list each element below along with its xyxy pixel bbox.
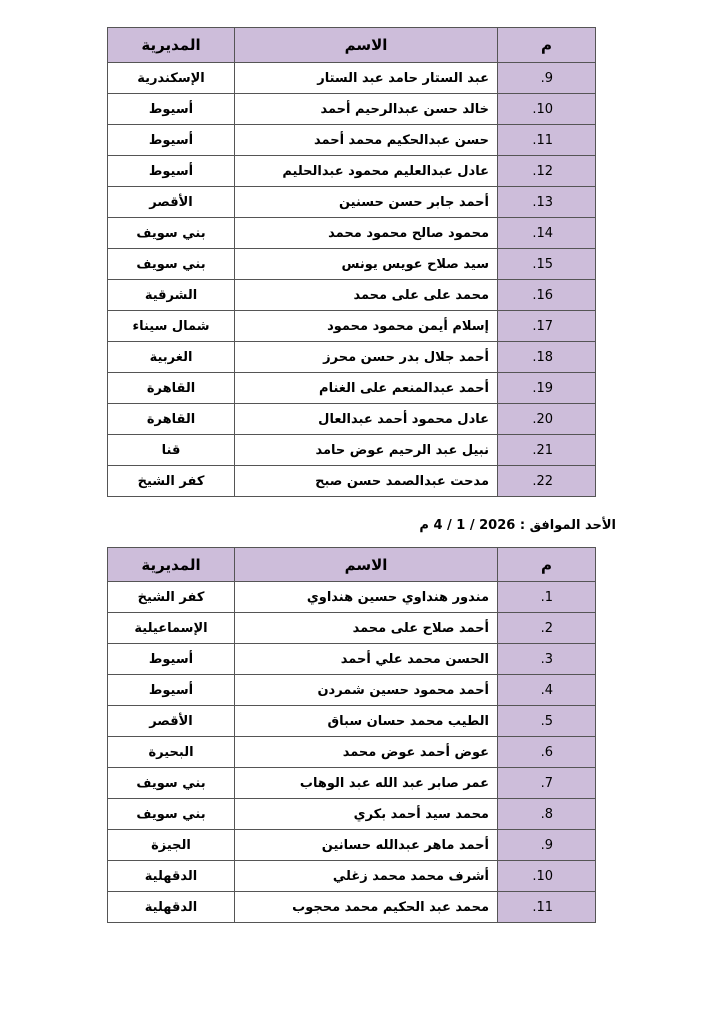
table-row: [108, 249, 596, 280]
row-name: أحمد صلاح على محمد: [235, 613, 498, 644]
row-directorate: القاهرة: [108, 404, 235, 435]
table-header-row: [108, 548, 596, 582]
row-name: محمد على على محمد: [235, 280, 498, 311]
row-name: حسن عبدالحكيم محمد أحمد: [235, 125, 498, 156]
row-name: أحمد محمود حسين شمردن: [235, 675, 498, 706]
row-number: 20.: [498, 404, 596, 435]
row-name: عمر صابر عبد الله عبد الوهاب: [235, 768, 498, 799]
row-number: 13.: [498, 187, 596, 218]
table-row: [108, 892, 596, 923]
row-number: 21.: [498, 435, 596, 466]
attendees-table-2: [107, 547, 596, 923]
row-name: خالد حسن عبدالرحيم أحمد: [235, 94, 498, 125]
header-number: م: [498, 28, 596, 63]
row-directorate: الجيزة: [108, 830, 235, 861]
row-directorate: الدقهلية: [108, 861, 235, 892]
table-row: [108, 799, 596, 830]
row-number: 12.: [498, 156, 596, 187]
row-name: محمد عبد الحكيم محمد محجوب: [235, 892, 498, 923]
row-name: أحمد جلال بدر حسن محرز: [235, 342, 498, 373]
row-name: الحسن محمد علي أحمد: [235, 644, 498, 675]
row-directorate: بني سويف: [108, 249, 235, 280]
row-number: 6.: [498, 737, 596, 768]
row-name: عوض أحمد عوض محمد: [235, 737, 498, 768]
date-label: الأحد الموافق :: [519, 518, 616, 533]
table-row: [108, 613, 596, 644]
table-row: [108, 125, 596, 156]
row-directorate: أسيوط: [108, 94, 235, 125]
row-name: مندور هنداوي حسين هنداوي: [235, 582, 498, 613]
row-directorate: بني سويف: [108, 799, 235, 830]
table-row: [108, 404, 596, 435]
row-name: سيد صلاح عويس يونس: [235, 249, 498, 280]
row-number: 2.: [498, 613, 596, 644]
row-number: 10.: [498, 94, 596, 125]
row-number: 11.: [498, 125, 596, 156]
row-number: 19.: [498, 373, 596, 404]
row-name: أحمد جابر حسن حسنين: [235, 187, 498, 218]
row-directorate: الأقصر: [108, 187, 235, 218]
row-directorate: الدقهلية: [108, 892, 235, 923]
row-number: 9.: [498, 63, 596, 94]
table-row: [108, 311, 596, 342]
row-directorate: البحيرة: [108, 737, 235, 768]
row-directorate: أسيوط: [108, 125, 235, 156]
date-line: [300, 518, 616, 533]
table-row: [108, 156, 596, 187]
row-number: 11.: [498, 892, 596, 923]
table-row: [108, 675, 596, 706]
row-name: الطيب محمد حسان سباق: [235, 706, 498, 737]
row-directorate: قنا: [108, 435, 235, 466]
table-row: [108, 830, 596, 861]
row-directorate: أسيوط: [108, 644, 235, 675]
row-directorate: أسيوط: [108, 675, 235, 706]
row-number: 14.: [498, 218, 596, 249]
row-name: محمد سيد أحمد بكري: [235, 799, 498, 830]
header-number: م: [498, 548, 596, 582]
row-number: 16.: [498, 280, 596, 311]
row-number: 10.: [498, 861, 596, 892]
row-name: محمود صالح محمود محمد: [235, 218, 498, 249]
row-directorate: الإسكندرية: [108, 63, 235, 94]
row-number: 1.: [498, 582, 596, 613]
date-value: 4 / 1 / 2026: [433, 518, 516, 533]
table-row: [108, 466, 596, 497]
table-row: [108, 187, 596, 218]
table-row: [108, 582, 596, 613]
header-name: الاسم: [235, 28, 498, 63]
table-row: [108, 768, 596, 799]
header-name: الاسم: [235, 548, 498, 582]
row-number: 4.: [498, 675, 596, 706]
row-directorate: شمال سيناء: [108, 311, 235, 342]
row-number: 9.: [498, 830, 596, 861]
row-number: 7.: [498, 768, 596, 799]
row-directorate: الغربية: [108, 342, 235, 373]
table-row: [108, 644, 596, 675]
row-number: 22.: [498, 466, 596, 497]
row-number: 8.: [498, 799, 596, 830]
row-name: مدحت عبدالصمد حسن صبح: [235, 466, 498, 497]
header-directorate: المديرية: [108, 548, 235, 582]
row-name: عادل محمود أحمد عبدالعال: [235, 404, 498, 435]
table-row: [108, 280, 596, 311]
table-row: [108, 342, 596, 373]
row-name: أشرف محمد محمد زغلي: [235, 861, 498, 892]
row-name: نبيل عبد الرحيم عوض حامد: [235, 435, 498, 466]
row-directorate: بني سويف: [108, 768, 235, 799]
row-directorate: الشرقية: [108, 280, 235, 311]
table-row: [108, 218, 596, 249]
table-row: [108, 737, 596, 768]
row-directorate: أسيوط: [108, 156, 235, 187]
table-row: [108, 435, 596, 466]
row-directorate: بني سويف: [108, 218, 235, 249]
row-name: أحمد عبدالمنعم على الغنام: [235, 373, 498, 404]
row-number: 5.: [498, 706, 596, 737]
table-row: [108, 94, 596, 125]
row-directorate: كفر الشيخ: [108, 466, 235, 497]
row-number: 17.: [498, 311, 596, 342]
attendees-table-1: [107, 27, 596, 497]
row-number: 15.: [498, 249, 596, 280]
table-header-row: [108, 28, 596, 63]
header-directorate: المديرية: [108, 28, 235, 63]
row-name: أحمد ماهر عبدالله حسانين: [235, 830, 498, 861]
table-row: [108, 706, 596, 737]
row-name: إسلام أيمن محمود محمود: [235, 311, 498, 342]
row-number: 18.: [498, 342, 596, 373]
row-directorate: الإسماعيلية: [108, 613, 235, 644]
table-row: [108, 63, 596, 94]
date-suffix: م: [419, 518, 429, 533]
row-directorate: الأقصر: [108, 706, 235, 737]
table-row: [108, 373, 596, 404]
table-row: [108, 861, 596, 892]
row-number: 3.: [498, 644, 596, 675]
row-name: عبد الستار حامد عبد الستار: [235, 63, 498, 94]
row-name: عادل عبدالعليم محمود عبدالحليم: [235, 156, 498, 187]
row-directorate: كفر الشيخ: [108, 582, 235, 613]
row-directorate: القاهرة: [108, 373, 235, 404]
